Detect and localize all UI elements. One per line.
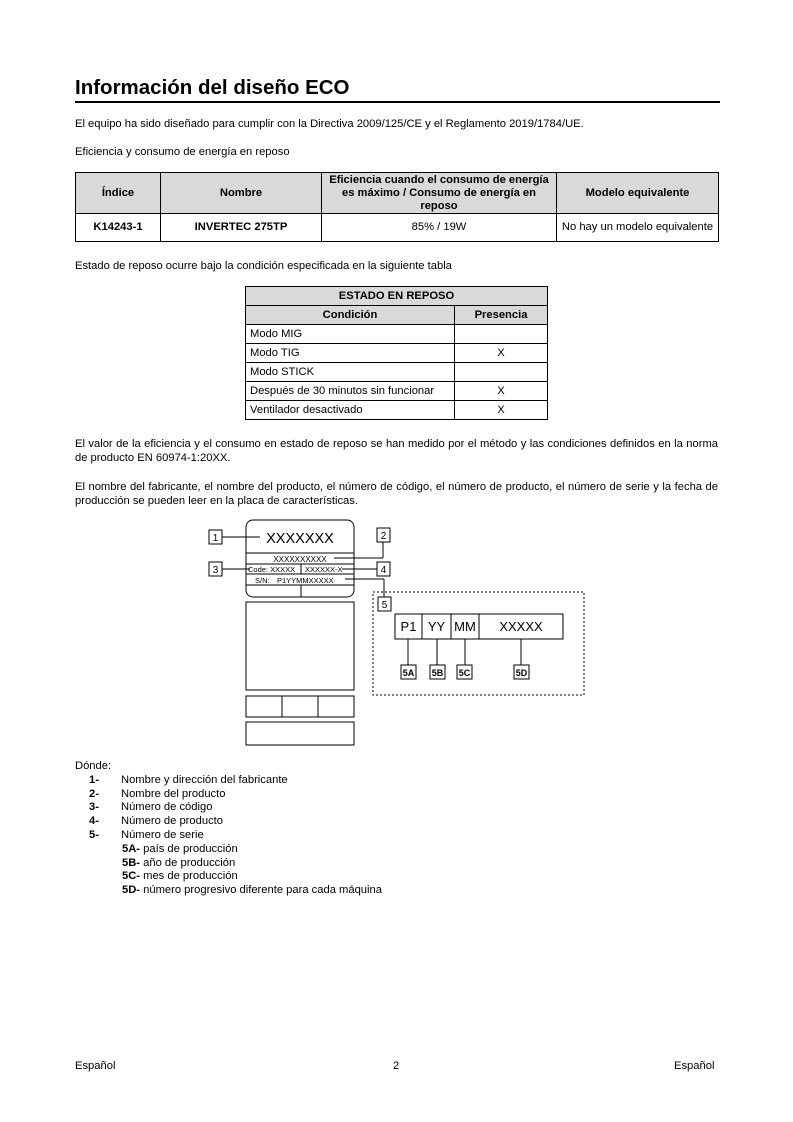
label-5b: 5B — [431, 668, 444, 678]
label-5a: 5A — [402, 668, 415, 678]
presence-cell: X — [455, 401, 548, 420]
serial-detail-box — [373, 592, 584, 695]
plate-product-text: XXXXXXXXXX — [273, 555, 327, 564]
header-condicion: Condición — [246, 306, 455, 325]
condition-cell: Ventilador desactivado — [246, 401, 455, 420]
header-indice: Índice — [76, 173, 161, 214]
callout-3: 3 — [212, 565, 219, 576]
plate-sn-label: S/N: — [255, 576, 270, 585]
standby-table-title: ESTADO EN REPOSO — [246, 287, 548, 306]
intro-text: El equipo ha sido diseñado para cumplir con la Directiva 2009/125/CE y el Reglamento 2019/1784/UE. — [75, 118, 584, 130]
plate-body-box — [246, 602, 354, 690]
header-presencia: Presencia — [455, 306, 548, 325]
efficiency-paragraph: El valor de la eficiencia y el consumo en estado de reposo se han medido por el método y las condiciones definidos en la norma de producto EN 60974-1:20XX. — [75, 438, 718, 464]
presence-cell: X — [455, 382, 548, 401]
sub-list-item: 5D- número progresivo diferente para cada máquina — [122, 884, 382, 897]
sub-list-item: 5B- año de producción — [122, 856, 236, 869]
list-item: 2- Nombre del producto — [89, 787, 226, 800]
callout-5: 5 — [381, 600, 388, 611]
condition-cell: Modo STICK — [246, 363, 455, 382]
plate-name-text: XXXXXXX — [266, 531, 334, 547]
plate-bottom-box — [246, 722, 354, 745]
sub-list-item: 5C- mes de producción — [122, 870, 238, 883]
plate-code-value: XXXXXX-X — [305, 565, 343, 574]
list-item: 3- Número de código — [89, 801, 213, 814]
condition-cell: Después de 30 minutos sin funcionar — [246, 382, 455, 401]
page-title: Información del diseño ECO — [75, 76, 350, 99]
header-eficiencia: Eficiencia cuando el consumo de energía es máximo / Consumo de energía en reposo — [322, 173, 557, 214]
plate-row-box — [246, 696, 354, 717]
plate-code-label: Code: XXXXX — [248, 565, 296, 574]
nameplate-paragraph: El nombre del fabricante, el nombre del producto, el número de código, el número de producto, el número de serie y la fecha de producción se pueden leer en la placa de características. — [75, 481, 718, 507]
cell-modelo: No hay un modelo equivalente — [557, 214, 719, 242]
footer-right: Español — [674, 1060, 715, 1072]
callout-4: 4 — [380, 565, 387, 576]
standby-intro: Estado de reposo ocurre bajo la condición especificada en la siguiente tabla — [75, 260, 452, 272]
cell-nombre: INVERTEC 275TP — [161, 214, 322, 242]
callout-1: 1 — [212, 533, 219, 544]
efficiency-heading: Eficiencia y consumo de energía en reposo — [75, 146, 290, 158]
condition-cell: Modo MIG — [246, 325, 455, 344]
cell-eficiencia: 85% / 19W — [322, 214, 557, 242]
condition-cell: Modo TIG — [246, 344, 455, 363]
serial-part-year: YY — [427, 619, 446, 634]
serial-part-progressive: XXXXX — [499, 619, 543, 634]
header-modelo: Modelo equivalente — [557, 173, 719, 214]
list-item: 4- Número de producto — [89, 815, 223, 828]
list-item: 5- Número de serie — [89, 828, 204, 841]
presence-cell: X — [455, 344, 548, 363]
sub-list-item: 5A- país de producción — [122, 842, 238, 855]
label-5d: 5D — [515, 668, 528, 678]
label-5c: 5C — [458, 668, 471, 678]
list-item: 1- Nombre y dirección del fabricante — [89, 773, 288, 786]
header-nombre: Nombre — [161, 173, 322, 214]
legend-list — [75, 760, 382, 898]
callout-2: 2 — [380, 531, 387, 542]
plate-sn-value: P1YYMMXXXXX — [277, 576, 334, 585]
where-label: Dónde: — [75, 760, 112, 772]
cell-indice: K14243-1 — [76, 214, 161, 242]
footer-page-number: 2 — [393, 1060, 400, 1072]
serial-part-country: P1 — [400, 619, 417, 634]
serial-part-month: MM — [454, 619, 476, 634]
footer-left: Español — [75, 1060, 116, 1072]
